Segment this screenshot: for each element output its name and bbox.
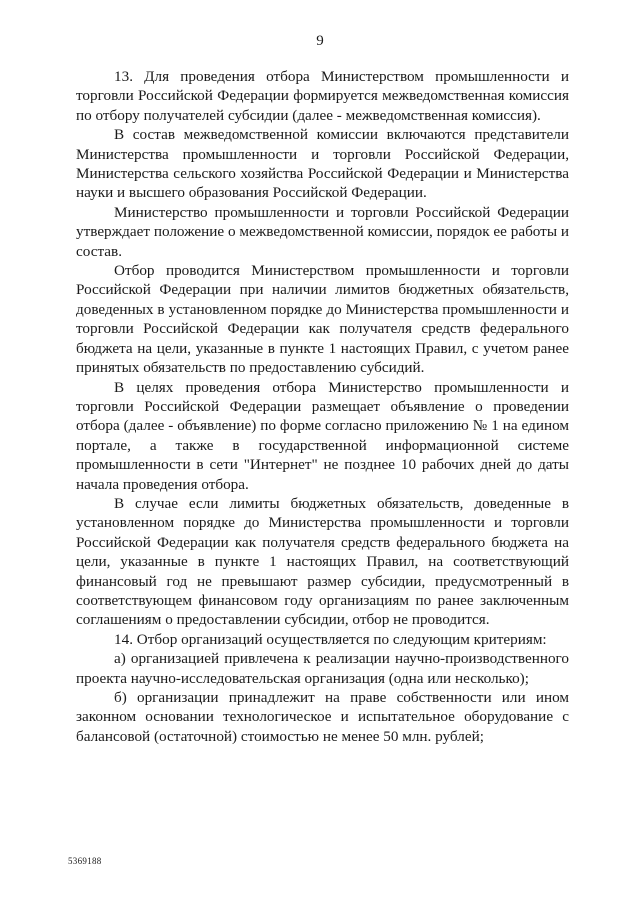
paragraph-selection-conducted: Отбор проводится Министерством промышленности и торговли Российской Федерации при наличии лимитов бюджетных обязательств, доведенных в установленном порядке до Министерства промышленности и торговли Российской Федерации как получателя средств федерального бюджета на цели, указанные в пункте 1 настоящих Правил, с учетом ранее принятых обязательств по предоставлению субсидий. [76,262,569,377]
paragraph-commission-regulation: Министерство промышленности и торговли Российской Федерации утверждает положение о межведомственной комиссии, порядок ее работы и состав. [76,203,569,260]
document-code: 5369188 [68,856,102,866]
document-body [76,67,569,746]
paragraph-14-criteria: 14. Отбор организаций осуществляется по следующим критериям: [114,630,547,648]
criterion-b: б) организации принадлежит на праве собственности или ином законном основании технологическое и испытательное оборудование с балансовой (остаточной) стоимостью не менее 50 млн. рублей; [76,689,569,745]
criterion-a: а) организацией привлечена к реализации научно-производственного проекта научно-исследовательская организация (одна или несколько); [76,650,569,687]
paragraph-commission-composition: В состав межведомственной комиссии включаются представители Министерства промышленности и торговли Российской Федерации, Министерства сельского хозяйства Российской Федерации и Министерства науки и высшего образования Российской Федерации. [76,126,569,202]
paragraph-13-commission: 13. Для проведения отбора Министерством промышленности и торговли Российской Федерации формируется межведомственная комиссия по отбору получателей субсидии (далее - межведомственная комиссия). [76,68,569,124]
paragraph-announcement: В целях проведения отбора Министерство промышленности и торговли Российской Федерации размещает объявление о проведении отбора (далее - объявление) по форме согласно приложению № 1 на едином портале, а также в государственной информационной системе промышленности в сети "Интернет" не позднее 10 рабочих дней до даты начала проведения отбора. [76,378,569,493]
paragraph-no-selection: В случае если лимиты бюджетных обязательств, доведенные в установленном порядке до Министерства промышленности и торговли Российской Федерации как получателя средств федерального бюджета на цели, указанные в пункте 1 настоящих Правил, на соответствующий финансовый год не превышают размер субсидии, предусмотренный в соответствующем финансовом году организациям по ранее заключенным соглашениям о предоставлении субсидии, отбор не проводится. [76,494,569,629]
page-number: 9 [316,33,324,49]
